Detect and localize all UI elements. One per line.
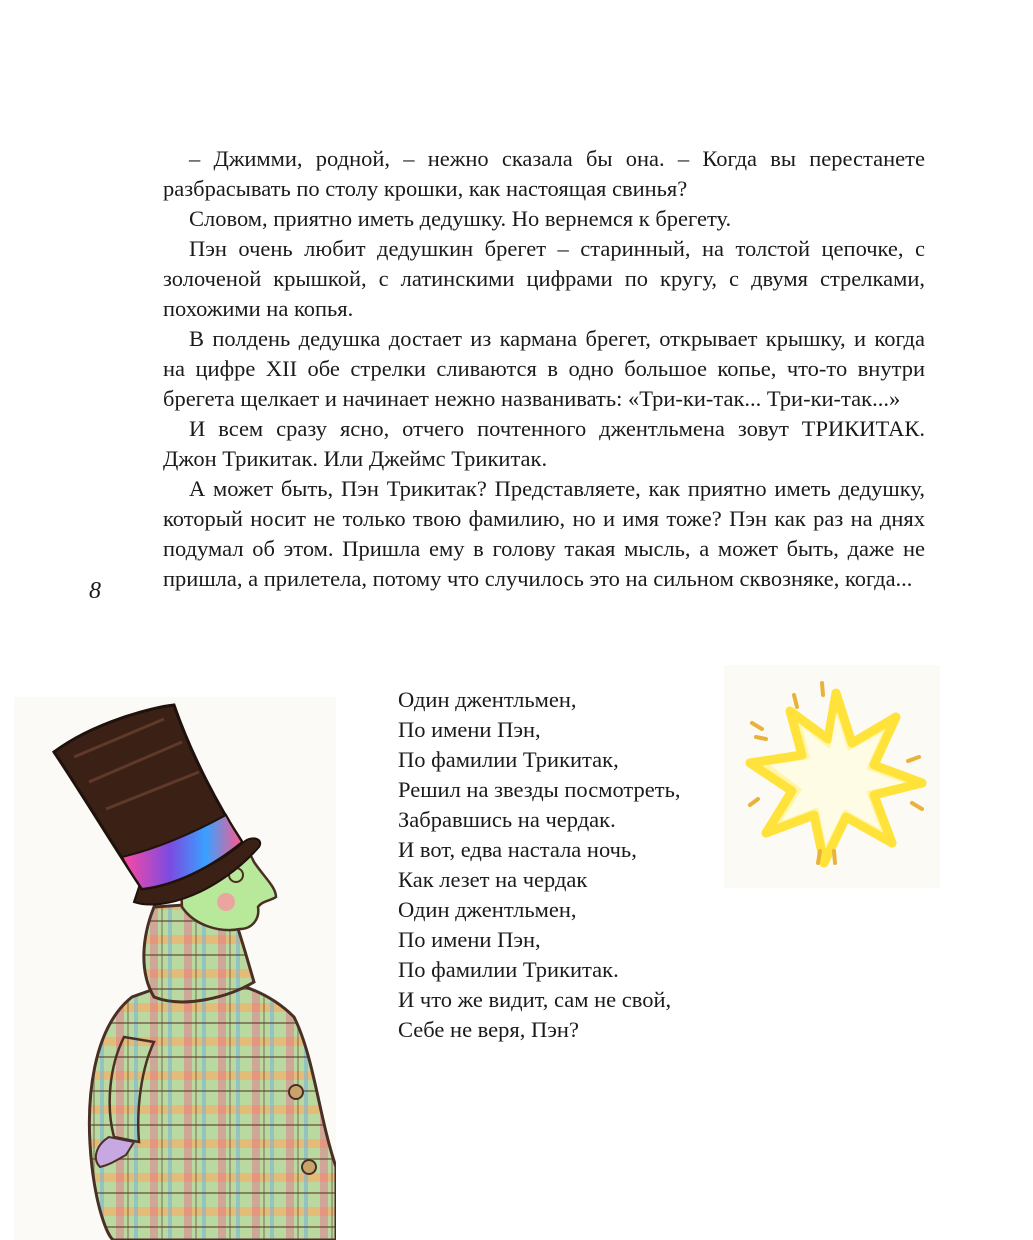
poem-line: И что же видит, сам не свой,	[398, 987, 672, 1012]
poem-line: По имени Пэн,	[398, 717, 541, 742]
prose-paragraph: А может быть, Пэн Трикитак? Представляете, как приятно иметь дедушку, который носит не только твою фамилию, но и имя тоже? Пэн как раз на днях подумал об этом. Пришла ему в голову такая мысль, а может быть, даже не пришла, а прилетела, потому что случилось это на сильном сквозняке, когда...	[163, 476, 925, 591]
poem-line: Как лезет на чердак	[398, 867, 588, 892]
poem-line: Решил на звезды посмотреть,	[398, 777, 681, 802]
star-illustration	[724, 665, 940, 888]
poem	[398, 685, 680, 1045]
poem-line: И вот, едва настала ночь,	[398, 837, 637, 862]
poem-line: По имени Пэн,	[398, 927, 541, 952]
prose-paragraph: Словом, приятно иметь дедушку. Но вернемся к брегету.	[189, 206, 732, 231]
poem-line: Забравшись на чердак.	[398, 807, 616, 832]
poem-line: Один джентльмен,	[398, 687, 577, 712]
prose-text	[163, 144, 925, 594]
prose-paragraph: И всем сразу ясно, отчего почтенного джентльмена зовут ТРИКИТАК. Джон Трикитак. Или Джеймс Трикитак.	[163, 416, 925, 471]
page-number: 8	[89, 578, 101, 604]
poem-line: По фамилии Трикитак.	[398, 957, 619, 982]
prose-paragraph: В полдень дедушка достает из кармана брегет, открывает крышку, и когда на цифре XII обе стрелки сливаются в одно большое копье, что-то внутри брегета щелкает и начинает нежно названивать: «Три-ки-так... Три-ки-так...»	[163, 326, 925, 411]
poem-line: Один джентльмен,	[398, 897, 577, 922]
gentleman-illustration	[14, 697, 336, 1240]
poem-line: Себе не веря, Пэн?	[398, 1017, 579, 1042]
poem-line: По фамилии Трикитак,	[398, 747, 619, 772]
prose-paragraph: – Джимми, родной, – нежно сказала бы она. – Когда вы перестанете разбрасывать по столу крошки, как настоящая свинья?	[163, 146, 925, 201]
prose-paragraph: Пэн очень любит дедушкин брегет – старинный, на толстой цепочке, с золоченой крышкой, с латинскими цифрами по кругу, с двумя стрелками, похожими на копья.	[163, 236, 925, 321]
